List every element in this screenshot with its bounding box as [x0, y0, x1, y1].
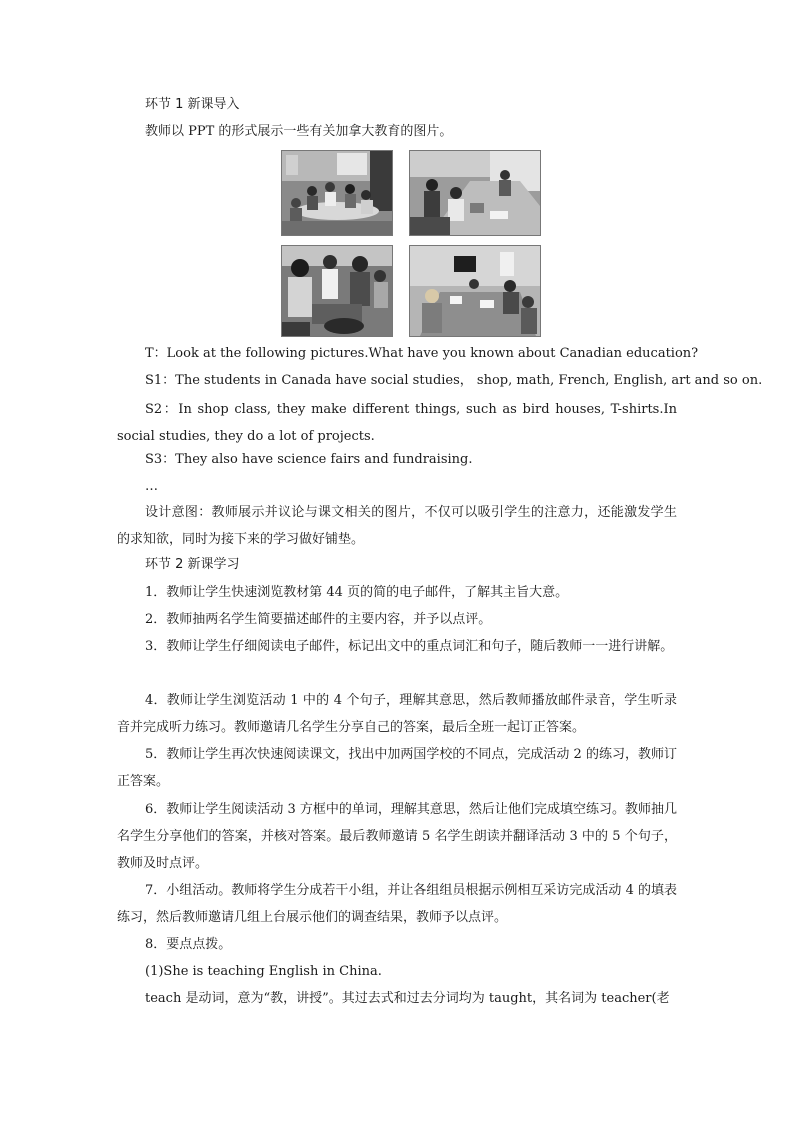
step-2: 2．教师抽两名学生简要描述邮件的主要内容，并予以点评。	[145, 612, 492, 627]
dialogue-s1: S1：The students in Canada have social studies， shop, math, French, English, art and so on.	[145, 373, 763, 388]
section2-heading: 环节 2 新课学习	[145, 557, 240, 572]
step-5: 5．教师让学生再次快速阅读课文，找出中加两国学校的不同点，完成活动 2 的练习，教师订正答案。	[117, 747, 677, 789]
step-3: 3．教师让学生仔细阅读电子邮件，标记出文中的重点词汇和句子，随后教师一一进行讲解。	[145, 639, 674, 654]
students-around-table-photo	[409, 245, 541, 337]
design-intent: 设计意图：教师展示并议论与课文相关的图片，不仅可以吸引学生的注意力，还能激发学生的求知欲，同时为接下来的学习做好铺垫。	[117, 505, 677, 547]
students-working-at-tables-photo	[409, 150, 541, 236]
point1-note: teach 是动词，意为“教，讲授”。其过去式和过去分词均为 taught，其名词为 teacher(老	[145, 991, 670, 1006]
students-doing-project-photo	[281, 245, 393, 337]
step-1: 1．教师让学生快速浏览教材第 44 页的简的电子邮件，了解其主旨大意。	[145, 585, 569, 600]
step-6: 6．教师让学生阅读活动 3 方框中的单词，理解其意思，然后让他们完成填空练习。教师抽几名学生分享他们的答案，并核对答案。最后教师邀请 5 名学生朗读并翻译活动 3 中的 5 个句子，教师及时点评。	[117, 802, 677, 871]
classroom-group-discussion-photo	[281, 150, 393, 236]
dialogue-ellipsis: …	[145, 479, 158, 494]
dialogue-s2: S2：In shop class, they make different things, such as bird houses, T-shirts.In social studies, they do a lot of projects.	[117, 402, 677, 444]
point1-sentence: (1)She is teaching English in China.	[145, 964, 382, 979]
step-4: 4．教师让学生浏览活动 1 中的 4 个句子，理解其意思，然后教师播放邮件录音，学生听录音并完成听力练习。教师邀请几名学生分享自己的答案，最后全班一起订正答案。	[117, 693, 677, 735]
dialogue-s3: S3：They also have science fairs and fundraising.	[145, 452, 473, 467]
step-8: 8．要点点拨。	[145, 937, 232, 952]
step-7: 7．小组活动。教师将学生分成若干小组，并让各组组员根据示例相互采访完成活动 4 的填表练习，然后教师邀请几组上台展示他们的调查结果，教师予以点评。	[117, 883, 677, 925]
section1-intro: 教师以 PPT 的形式展示一些有关加拿大教育的图片。	[145, 124, 453, 139]
dialogue-teacher: T：Look at the following pictures.What have you known about Canadian education?	[145, 346, 699, 361]
section1-heading: 环节 1 新课导入	[145, 97, 240, 112]
